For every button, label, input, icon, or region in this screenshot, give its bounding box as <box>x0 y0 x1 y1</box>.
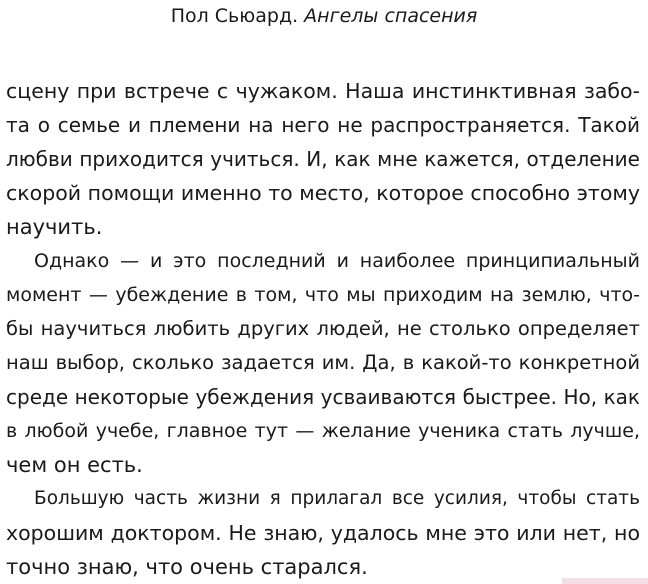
text-line: любви приходится учиться. И, как мне кажется, отделение <box>6 147 640 171</box>
header-author: Пол Сьюард. <box>170 5 299 27</box>
text-line: наш выбор, сколько задается им. Да, в какой-то конкретной <box>6 351 640 374</box>
text-line: среде некоторые убеждения усваиваются быстрее. Но, как <box>6 385 640 409</box>
text-line: чем он есть. <box>6 453 143 477</box>
text-line: скорой помощи именно то место, которое способно этому <box>6 181 640 205</box>
body-text <box>6 74 640 584</box>
text-line: научить. <box>6 215 103 239</box>
header-book-title: Ангелы спасения <box>304 5 478 27</box>
running-header <box>0 4 648 28</box>
text-line: та о семье и племени на него не распространяется. Такой <box>6 113 640 137</box>
paragraph-3 <box>6 482 640 584</box>
page-corner-mark <box>562 578 648 584</box>
text-line: сцену при встрече с чужаком. Наша инстинктивная забо- <box>6 79 640 103</box>
text-line: хорошим доктором. Не знаю, удалось мне это или нет, но <box>6 521 640 545</box>
text-line: момент — убеждение в том, что мы приходим на землю, что- <box>6 284 640 306</box>
text-line: точно знаю, что очень старался. <box>6 555 368 579</box>
text-line: бы научиться любить других людей, не столько определяет <box>6 317 640 340</box>
text-line: Однако — и это последний и наиболее принципиальный <box>34 250 640 272</box>
paragraph-2 <box>6 244 640 482</box>
text-line: Большую часть жизни я прилагал все усилия, чтобы стать <box>34 488 640 509</box>
text-line: в любой учебе, главное тут — желание ученика стать лучше, <box>6 420 640 442</box>
paragraph-1 <box>6 74 640 244</box>
